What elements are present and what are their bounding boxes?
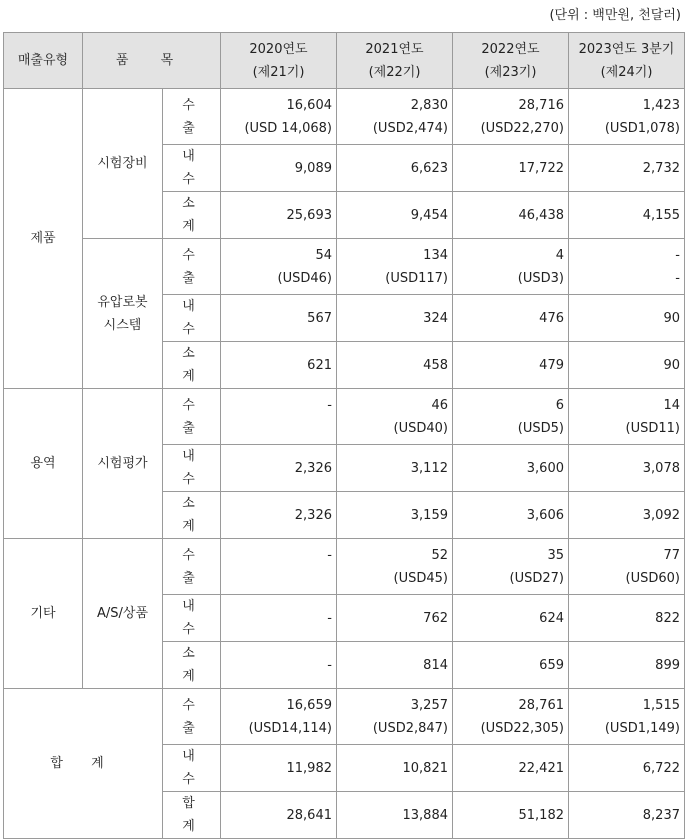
krw-value: 324	[423, 310, 448, 326]
krw-value: 3,092	[642, 507, 680, 523]
value-cell	[221, 295, 337, 342]
total-label-cell	[4, 689, 163, 839]
table-row	[4, 239, 685, 295]
value-cell	[337, 295, 453, 342]
krw-value: 899	[655, 657, 680, 673]
krw-value: 624	[539, 610, 564, 626]
header-year-2021	[337, 33, 453, 89]
value-cell	[221, 145, 337, 192]
value-cell	[569, 239, 685, 295]
value-cell	[569, 389, 685, 445]
krw-value: 1,423	[642, 97, 680, 113]
krw-value: 28,761	[518, 697, 564, 713]
header-year-2020	[221, 33, 337, 89]
row-kind-label: 내 수	[163, 145, 221, 192]
value-cell	[569, 539, 685, 595]
krw-value: -	[327, 547, 332, 563]
usd-value: (USD1,078)	[604, 120, 680, 136]
krw-value: 11,982	[286, 760, 332, 776]
header-period-label: (제24기)	[600, 64, 653, 80]
value-cell	[453, 145, 569, 192]
krw-value: 28,716	[518, 97, 564, 113]
usd-value: (USD22,305)	[480, 720, 564, 736]
value-cell	[221, 642, 337, 689]
row-kind-label: 소 계	[163, 642, 221, 689]
row-kind-label: 내 수	[163, 595, 221, 642]
header-period-label: (제23기)	[484, 64, 537, 80]
krw-value: 659	[539, 657, 564, 673]
table-body	[4, 89, 685, 839]
krw-value: 3,606	[526, 507, 564, 523]
usd-value	[225, 567, 332, 590]
krw-value: 25,693	[286, 207, 332, 223]
row-kind-label: 수 출	[163, 389, 221, 445]
row-kind-label: 수 출	[163, 689, 221, 745]
usd-value: (USD 14,068)	[244, 120, 332, 136]
krw-value: 77	[663, 547, 680, 563]
row-kind-label: 내 수	[163, 745, 221, 792]
krw-value: 52	[431, 547, 448, 563]
krw-value: 28,641	[286, 807, 332, 823]
krw-value: 46	[431, 397, 448, 413]
row-kind-label: 합 계	[163, 792, 221, 839]
value-cell	[221, 89, 337, 145]
usd-value: -	[675, 270, 680, 286]
krw-value: 6,722	[642, 760, 680, 776]
header-year-2023q3	[569, 33, 685, 89]
krw-value: 16,659	[286, 697, 332, 713]
table-row	[4, 689, 685, 745]
sales-table	[3, 32, 685, 839]
category-cell: 제품	[4, 89, 83, 389]
krw-value: -	[675, 247, 680, 263]
value-cell	[569, 689, 685, 745]
header-item	[83, 33, 221, 89]
product-name-line: 유압로봇	[97, 294, 148, 310]
row-kind-label: 소 계	[163, 192, 221, 239]
value-cell	[337, 89, 453, 145]
value-cell	[569, 445, 685, 492]
krw-value: 1,515	[642, 697, 680, 713]
value-cell	[569, 745, 685, 792]
krw-value: 476	[539, 310, 564, 326]
total-label: 합 계	[50, 756, 116, 771]
table-row	[4, 89, 685, 145]
header-sales-type: 매출유형	[4, 33, 83, 89]
krw-value: 3,159	[410, 507, 448, 523]
value-cell	[569, 342, 685, 389]
value-cell	[569, 89, 685, 145]
value-cell	[337, 145, 453, 192]
header-item-label: 품 목	[115, 53, 188, 68]
value-cell	[337, 539, 453, 595]
product-cell: 시험평가	[83, 389, 163, 539]
table-row	[4, 539, 685, 595]
krw-value: 51,182	[518, 807, 564, 823]
usd-value: (USD117)	[385, 270, 448, 286]
value-cell	[453, 792, 569, 839]
value-cell	[453, 689, 569, 745]
usd-value: (USD27)	[509, 570, 564, 586]
value-cell	[221, 792, 337, 839]
krw-value: 3,078	[642, 460, 680, 476]
value-cell	[337, 492, 453, 539]
product-cell: 시험장비	[83, 89, 163, 239]
value-cell	[453, 295, 569, 342]
krw-value: 814	[423, 657, 448, 673]
usd-value: (USD5)	[517, 420, 564, 436]
usd-value: (USD40)	[393, 420, 448, 436]
value-cell	[221, 492, 337, 539]
header-year-label: 2021연도	[365, 41, 424, 57]
krw-value: 90	[663, 310, 680, 326]
value-cell	[337, 792, 453, 839]
usd-value: (USD3)	[517, 270, 564, 286]
value-cell	[453, 539, 569, 595]
krw-value: 6	[555, 397, 564, 413]
krw-value: 479	[539, 357, 564, 373]
krw-value: 4,155	[642, 207, 680, 223]
value-cell	[221, 239, 337, 295]
header-year-2022	[453, 33, 569, 89]
krw-value: -	[327, 397, 332, 413]
value-cell	[337, 239, 453, 295]
usd-value: (USD45)	[393, 570, 448, 586]
header-year-label: 2023연도 3분기	[578, 41, 675, 57]
value-cell	[337, 192, 453, 239]
usd-value: (USD2,847)	[372, 720, 448, 736]
usd-value: (USD2,474)	[372, 120, 448, 136]
krw-value: 54	[315, 247, 332, 263]
krw-value: 3,112	[410, 460, 448, 476]
header-period-label: (제21기)	[252, 64, 305, 80]
value-cell	[337, 689, 453, 745]
krw-value: 3,600	[526, 460, 564, 476]
usd-value: (USD60)	[625, 570, 680, 586]
value-cell	[453, 642, 569, 689]
product-cell: A/S/상품	[83, 539, 163, 689]
value-cell	[221, 445, 337, 492]
row-kind-label: 소 계	[163, 342, 221, 389]
value-cell	[453, 192, 569, 239]
product-name-line: 시스템	[103, 317, 142, 333]
value-cell	[221, 192, 337, 239]
header-period-label: (제22기)	[368, 64, 421, 80]
value-cell	[569, 792, 685, 839]
value-cell	[453, 389, 569, 445]
header-year-label: 2022연도	[481, 41, 540, 57]
krw-value: 14	[663, 397, 680, 413]
krw-value: 822	[655, 610, 680, 626]
usd-value: (USD1,149)	[604, 720, 680, 736]
krw-value: 567	[307, 310, 332, 326]
value-cell	[221, 389, 337, 445]
value-cell	[221, 745, 337, 792]
row-kind-label: 소 계	[163, 492, 221, 539]
krw-value: 6,623	[410, 160, 448, 176]
category-cell: 기타	[4, 539, 83, 689]
value-cell	[569, 595, 685, 642]
value-cell	[569, 192, 685, 239]
krw-value: -	[327, 610, 332, 626]
krw-value: 46,438	[518, 207, 564, 223]
krw-value: 22,421	[518, 760, 564, 776]
value-cell	[337, 445, 453, 492]
value-cell	[453, 595, 569, 642]
krw-value: 13,884	[402, 807, 448, 823]
krw-value: 762	[423, 610, 448, 626]
krw-value: 90	[663, 357, 680, 373]
row-kind-label: 수 출	[163, 239, 221, 295]
row-kind-label: 내 수	[163, 445, 221, 492]
krw-value: 2,326	[294, 507, 332, 523]
header-row	[4, 33, 685, 89]
value-cell	[453, 745, 569, 792]
value-cell	[337, 342, 453, 389]
krw-value: 8,237	[642, 807, 680, 823]
value-cell	[221, 539, 337, 595]
krw-value: 3,257	[410, 697, 448, 713]
row-kind-label: 수 출	[163, 89, 221, 145]
usd-value: (USD11)	[625, 420, 680, 436]
krw-value: 9,454	[410, 207, 448, 223]
row-kind-label: 수 출	[163, 539, 221, 595]
krw-value: 10,821	[402, 760, 448, 776]
krw-value: 2,732	[642, 160, 680, 176]
value-cell	[569, 642, 685, 689]
value-cell	[337, 745, 453, 792]
krw-value: 9,089	[294, 160, 332, 176]
value-cell	[221, 595, 337, 642]
value-cell	[221, 689, 337, 745]
value-cell	[337, 389, 453, 445]
value-cell	[453, 492, 569, 539]
value-cell	[221, 342, 337, 389]
value-cell	[453, 342, 569, 389]
value-cell	[453, 89, 569, 145]
value-cell	[337, 595, 453, 642]
value-cell	[569, 492, 685, 539]
krw-value: 621	[307, 357, 332, 373]
krw-value: 2,326	[294, 460, 332, 476]
krw-value: 35	[547, 547, 564, 563]
unit-note: (단위 : 백만원, 천달러)	[549, 8, 681, 23]
krw-value: -	[327, 657, 332, 673]
table-row	[4, 389, 685, 445]
usd-value: (USD22,270)	[480, 120, 564, 136]
row-kind-label: 내 수	[163, 295, 221, 342]
krw-value: 134	[423, 247, 448, 263]
value-cell	[453, 445, 569, 492]
value-cell	[569, 145, 685, 192]
usd-value: (USD14,114)	[248, 720, 332, 736]
usd-value	[225, 417, 332, 440]
category-cell: 용역	[4, 389, 83, 539]
krw-value: 4	[555, 247, 564, 263]
value-cell	[569, 295, 685, 342]
krw-value: 2,830	[410, 97, 448, 113]
krw-value: 458	[423, 357, 448, 373]
header-year-label: 2020연도	[249, 41, 308, 57]
krw-value: 16,604	[286, 97, 332, 113]
value-cell	[337, 642, 453, 689]
krw-value: 17,722	[518, 160, 564, 176]
product-cell	[83, 239, 163, 389]
usd-value: (USD46)	[277, 270, 332, 286]
value-cell	[453, 239, 569, 295]
